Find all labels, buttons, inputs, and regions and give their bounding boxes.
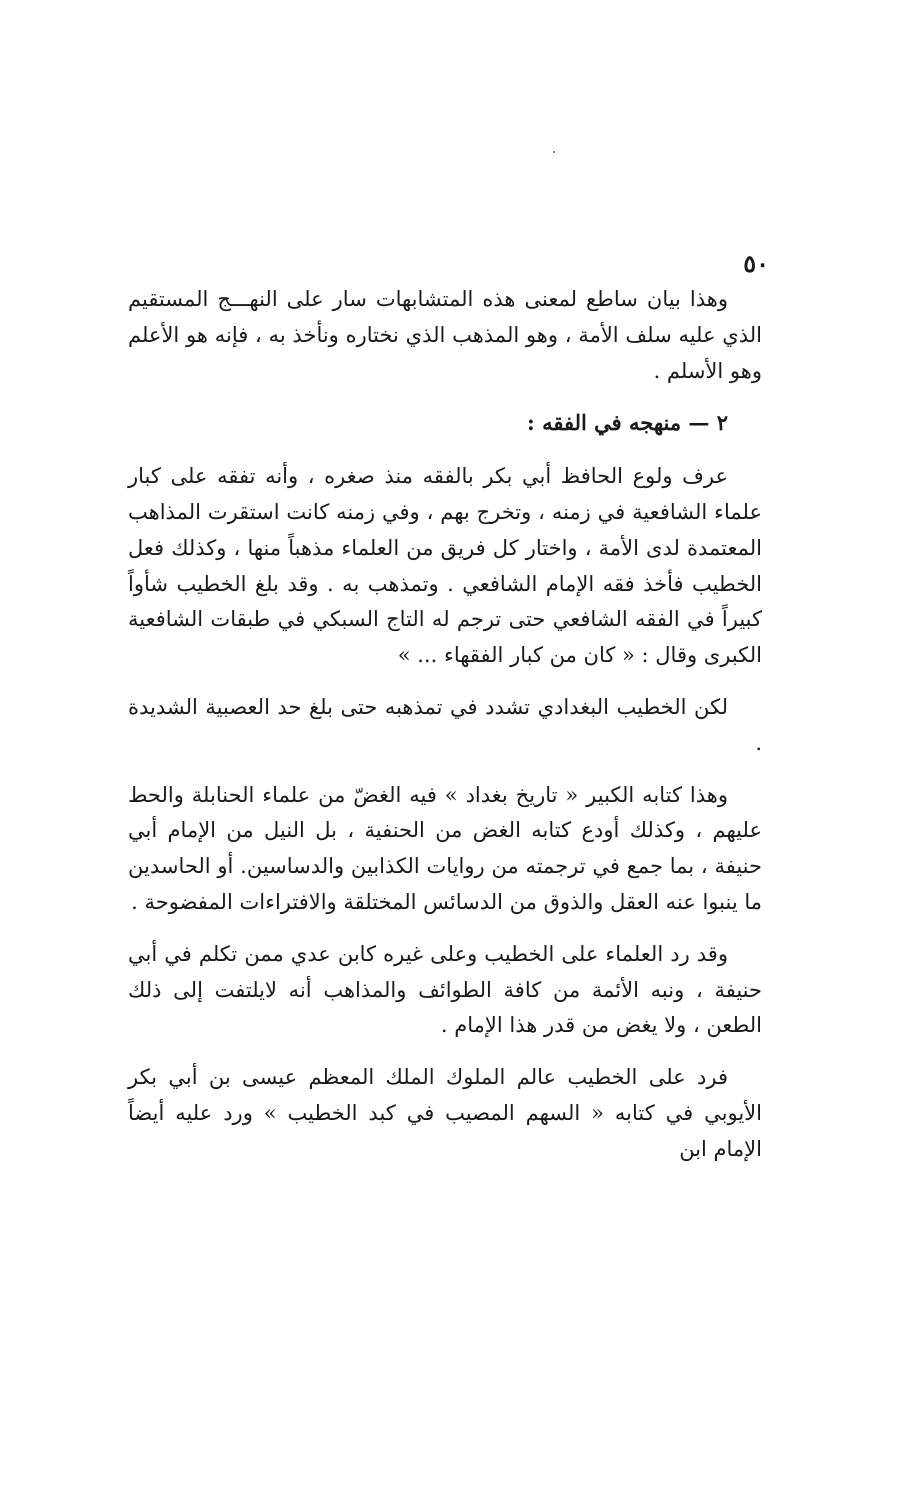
page-number: ٥٠	[743, 249, 769, 278]
paragraph-3: لكن الخطيب البغدادي تشدد في تمذهبه حتى بلغ حد العصبية الشديدة .	[128, 694, 762, 755]
paragraph-4: وهذا كتابه الكبير « تاريخ بغداد » فيه الغضّ من علماء الحنابلة والحط عليهم ، وكذلك أودع كتابه الغض من الحنفية ، بل النيل من الإمام أبي حنيفة ، بما جمع في ترجمته من روايات الكذابين والدساسين. أو الحاسدين ما ينبوا عنه العقل والذوق من الدسائس المختلقة والافتراءات المفضوحة .	[128, 782, 762, 914]
text-body	[128, 282, 762, 1184]
scan-speck	[553, 151, 555, 153]
paragraph-2: عرف ولوع الحافظ أبي بكر بالفقه منذ صغره ، وأنه تفقه على كبار علماء الشافعية في زمنه ، وتخرج بهم ، وفي زمنه كانت استقرت المذاهب المعتمدة لدى الأمة ، واختار كل فريق من العلماء مذهباً منها ، وكذلك فعل الخطيب فأخذ فقه الإمام الشافعي . وتمذهب به . وقد بلغ الخطيب شأواً كبيراً في الفقه الشافعي حتى ترجم له التاج السبكي في طبقات الشافعية الكبرى وقال : « كان من كبار الفقهاء ... »	[128, 464, 762, 668]
paragraph-6: فرد على الخطيب عالم الملوك الملك المعظم عيسى بن أبي بكر الأيوبي في كتابه « السهم المصيب في كبد الخطيب » ورد عليه أيضاً الإمام ابن	[128, 1065, 762, 1161]
section-heading: ٢ — منهجه في الفقه :	[527, 410, 728, 436]
paragraph-5: وقد رد العلماء على الخطيب وعلى غيره كابن عدي ممن تكلم في أبي حنيفة ، ونبه الأئمة من كافة الطوائف والمذاهب أنه لايلتفت إلى ذلك الطعن ، ولا يغض من قدر هذا الإمام .	[128, 941, 762, 1038]
paragraph-1: وهذا بيان ساطع لمعنى هذه المتشابهات سار على النهـــج المستقيم الذي عليه سلف الأمة ، وهو المذهب الذي نختاره ونأخذ به ، فإنه هو الأعلم وهو الأسلم .	[128, 287, 762, 383]
